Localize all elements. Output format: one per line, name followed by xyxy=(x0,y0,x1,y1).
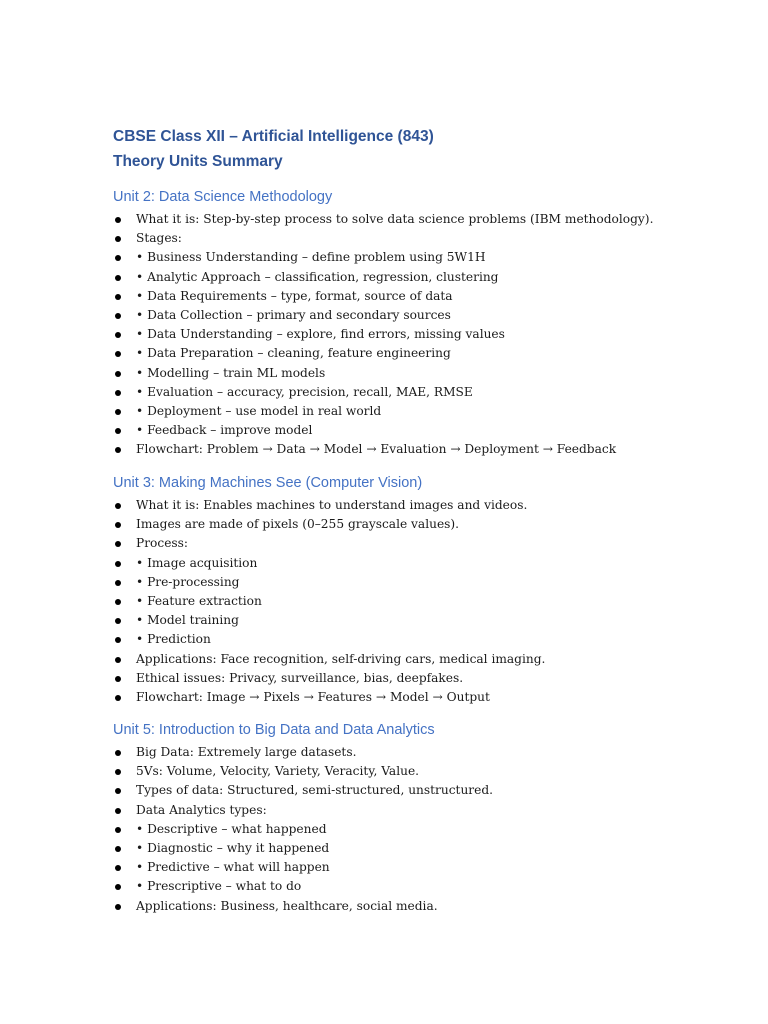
bullet-dot-icon xyxy=(115,332,121,338)
bullet-dot-icon xyxy=(115,390,121,396)
list-item xyxy=(113,248,753,267)
list-item xyxy=(113,534,753,553)
list-item xyxy=(113,496,753,515)
bullet-dot-icon xyxy=(115,750,121,756)
list-item-text: 5Vs: Volume, Velocity, Variety, Veracity, Value. xyxy=(136,764,420,779)
list-item xyxy=(113,858,753,877)
list-item xyxy=(113,820,753,839)
bullet-dot-icon xyxy=(115,904,121,910)
list-item xyxy=(113,554,753,573)
list-item-text: Data Analytics types: xyxy=(136,802,267,817)
list-item-text: • Descriptive – what happened xyxy=(136,821,327,836)
list-item-text: Images are made of pixels (0–255 grayscale values). xyxy=(136,517,460,532)
bullet-dot-icon xyxy=(115,865,121,871)
bullet-dot-icon xyxy=(115,695,121,701)
list-item-text: • Feedback – improve model xyxy=(136,423,313,438)
list-item-text: • Prescriptive – what to do xyxy=(136,879,302,894)
list-item xyxy=(113,877,753,896)
bullet-dot-icon xyxy=(115,599,121,605)
list-item-text: • Data Requirements – type, format, source of data xyxy=(136,288,453,303)
section-unit-2 xyxy=(113,187,753,460)
list-item xyxy=(113,743,753,762)
bullet-dot-icon xyxy=(115,409,121,415)
list-item-text: Flowchart: Image → Pixels → Features → Model → Output xyxy=(136,690,490,705)
bullet-dot-icon xyxy=(115,637,121,643)
list-item-text: • Pre-processing xyxy=(136,574,240,589)
list-item xyxy=(113,592,753,611)
list-item-text: • Evaluation – accuracy, precision, recall, MAE, RMSE xyxy=(136,384,473,399)
bullet-dot-icon xyxy=(115,541,121,547)
bullet-list xyxy=(113,210,753,460)
list-item xyxy=(113,669,753,688)
list-item xyxy=(113,781,753,800)
bullet-dot-icon xyxy=(115,788,121,794)
list-item-text: • Deployment – use model in real world xyxy=(136,404,382,419)
bullet-dot-icon xyxy=(115,769,121,775)
list-item-text: • Data Understanding – explore, find errors, missing values xyxy=(136,327,505,342)
bullet-dot-icon xyxy=(115,447,121,453)
bullet-dot-icon xyxy=(115,294,121,300)
list-item-text: Applications: Face recognition, self-driving cars, medical imaging. xyxy=(136,651,546,666)
bullet-dot-icon xyxy=(115,313,121,319)
bullet-dot-icon xyxy=(115,580,121,586)
list-item xyxy=(113,440,753,459)
list-item-text: • Feature extraction xyxy=(136,594,262,609)
list-item xyxy=(113,364,753,383)
list-item xyxy=(113,325,753,344)
document-subtitle: Theory Units Summary xyxy=(113,153,283,170)
list-item xyxy=(113,402,753,421)
list-item-text: Types of data: Structured, semi-structured, unstructured. xyxy=(136,783,494,798)
list-item xyxy=(113,306,753,325)
bullet-dot-icon xyxy=(115,255,121,261)
bullet-dot-icon xyxy=(115,846,121,852)
bullet-dot-icon xyxy=(115,808,121,814)
list-item xyxy=(113,344,753,363)
bullet-dot-icon xyxy=(115,275,121,281)
section-heading: Unit 2: Data Science Methodology xyxy=(113,189,333,205)
document-title-block xyxy=(113,124,733,174)
list-item-text: Ethical issues: Privacy, surveillance, bias, deepfakes. xyxy=(136,670,464,685)
document-title: CBSE Class XII – Artificial Intelligence (843) xyxy=(113,128,434,145)
bullet-dot-icon xyxy=(115,503,121,509)
list-item-text: Big Data: Extremely large datasets. xyxy=(136,745,357,759)
bullet-dot-icon xyxy=(115,657,121,663)
list-item-text: • Diagnostic – why it happened xyxy=(136,841,330,856)
list-item xyxy=(113,801,753,820)
bullet-dot-icon xyxy=(115,428,121,434)
list-item xyxy=(113,688,753,707)
list-item-text: Flowchart: Problem → Data → Model → Evaluation → Deployment → Feedback xyxy=(136,442,617,457)
list-item-text: Stages: xyxy=(136,231,182,246)
bullet-dot-icon xyxy=(115,217,121,223)
bullet-dot-icon xyxy=(115,351,121,357)
list-item-text: • Prediction xyxy=(136,632,211,647)
section-heading: Unit 3: Making Machines See (Computer Vision) xyxy=(113,475,423,491)
bullet-list xyxy=(113,496,753,707)
bullet-dot-icon xyxy=(115,371,121,377)
list-item-text: • Image acquisition xyxy=(136,555,258,570)
list-item-text: • Modelling – train ML models xyxy=(136,365,326,380)
bullet-list xyxy=(113,743,753,916)
bullet-dot-icon xyxy=(115,236,121,242)
list-item xyxy=(113,839,753,858)
list-item xyxy=(113,383,753,402)
list-item xyxy=(113,515,753,534)
bullet-dot-icon xyxy=(115,884,121,890)
list-item-text: • Business Understanding – define problem using 5W1H xyxy=(136,250,486,265)
list-item xyxy=(113,897,753,916)
list-item xyxy=(113,630,753,649)
list-item xyxy=(113,287,753,306)
list-item-text: • Data Collection – primary and secondary sources xyxy=(136,308,451,323)
list-item-text: • Model training xyxy=(136,613,239,628)
list-item-text: • Predictive – what will happen xyxy=(136,860,330,875)
list-item xyxy=(113,611,753,630)
list-item-text: Process: xyxy=(136,536,189,551)
list-item xyxy=(113,229,753,248)
section-unit-3 xyxy=(113,473,753,707)
list-item-text: Applications: Business, healthcare, social media. xyxy=(136,898,438,913)
list-item xyxy=(113,650,753,669)
list-item-text: What it is: Enables machines to understand images and videos. xyxy=(136,498,528,512)
bullet-dot-icon xyxy=(115,827,121,833)
bullet-dot-icon xyxy=(115,522,121,528)
bullet-dot-icon xyxy=(115,561,121,567)
bullet-dot-icon xyxy=(115,618,121,624)
section-heading: Unit 5: Introduction to Big Data and Data Analytics xyxy=(113,722,435,738)
list-item xyxy=(113,421,753,440)
section-unit-5 xyxy=(113,720,753,916)
list-item xyxy=(113,268,753,287)
list-item xyxy=(113,762,753,781)
list-item xyxy=(113,210,753,229)
list-item-text: • Data Preparation – cleaning, feature engineering xyxy=(136,346,451,361)
list-item xyxy=(113,573,753,592)
list-item-text: • Analytic Approach – classification, regression, clustering xyxy=(136,269,499,284)
list-item-text: What it is: Step-by-step process to solve data science problems (IBM methodology). xyxy=(136,212,654,226)
bullet-dot-icon xyxy=(115,676,121,682)
